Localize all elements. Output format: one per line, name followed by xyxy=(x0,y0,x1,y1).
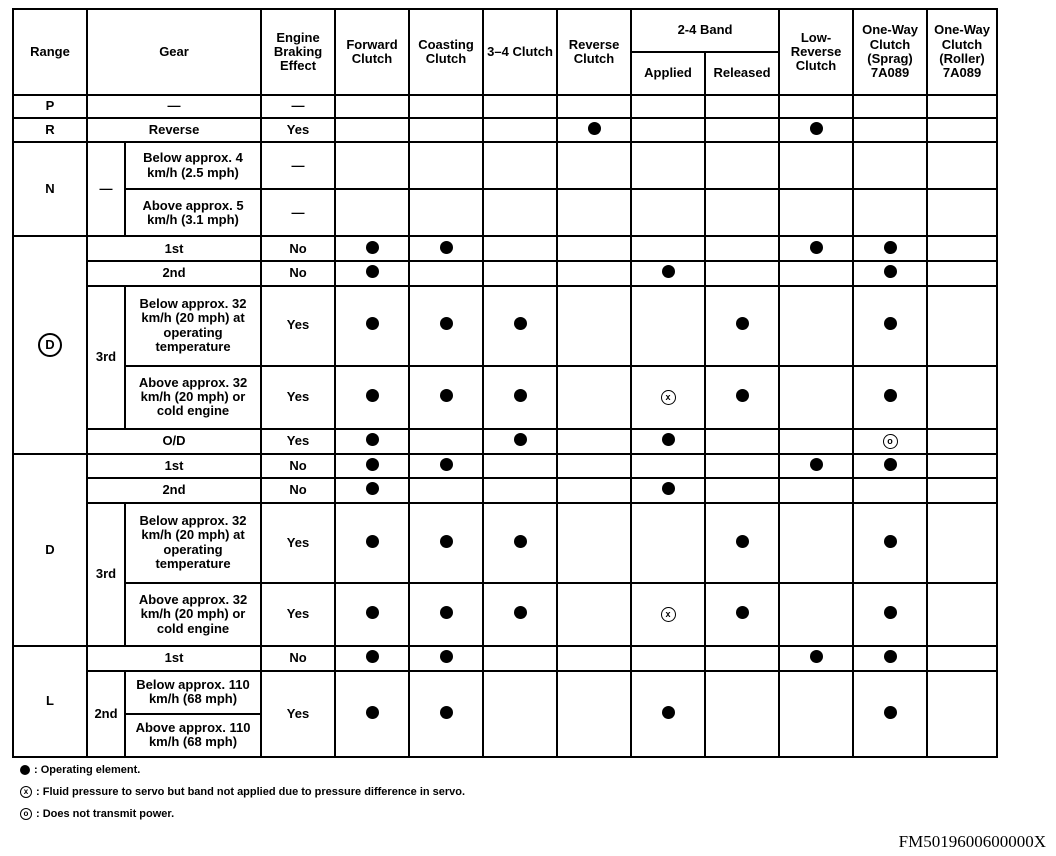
cell-forward-clutch xyxy=(335,118,409,143)
operating-dot-icon xyxy=(662,482,675,495)
circled-o-icon: o xyxy=(20,808,32,820)
operating-dot-icon xyxy=(884,650,897,663)
cell-sprag-clutch xyxy=(853,671,927,757)
cell-band-released xyxy=(705,646,779,671)
cell-3-4-clutch xyxy=(483,95,557,118)
cell-band-applied xyxy=(631,286,705,366)
operating-dot-icon xyxy=(588,122,601,135)
cell-forward-clutch xyxy=(335,646,409,671)
cell-forward-clutch xyxy=(335,236,409,261)
cell-roller-clutch xyxy=(927,429,997,454)
cell-coasting-clutch xyxy=(409,671,483,757)
header-2-4-band: 2-4 Band xyxy=(631,9,779,52)
range-n: N xyxy=(13,142,87,236)
cell-coasting-clutch xyxy=(409,366,483,430)
application-table xyxy=(12,8,998,758)
circled-o-icon: o xyxy=(883,434,898,449)
operating-dot-icon xyxy=(440,317,453,330)
range-l: L xyxy=(13,646,87,757)
cell-3-4-clutch xyxy=(483,478,557,503)
operating-dot-icon xyxy=(440,650,453,663)
operating-dot-icon xyxy=(366,389,379,402)
operating-dot-icon xyxy=(514,433,527,446)
cell-forward-clutch xyxy=(335,429,409,454)
cell-band-released xyxy=(705,366,779,430)
operating-dot-icon xyxy=(662,433,675,446)
gear-reverse: Reverse xyxy=(87,118,261,143)
gear-condition: Above approx. 5 km/h (3.1 mph) xyxy=(125,189,261,236)
operating-dot-icon xyxy=(440,606,453,619)
gear-condition: Below approx. 4 km/h (2.5 mph) xyxy=(125,142,261,189)
header-band-released: Released xyxy=(705,52,779,95)
cell-reverse-clutch xyxy=(557,646,631,671)
cell-low-reverse-clutch xyxy=(779,286,853,366)
header-band-applied: Applied xyxy=(631,52,705,95)
cell-sprag-clutch xyxy=(853,503,927,583)
cell-sprag-clutch xyxy=(853,286,927,366)
operating-dot-icon xyxy=(736,535,749,548)
engine-braking-cell: — xyxy=(261,95,335,118)
engine-braking-cell: No xyxy=(261,261,335,286)
cell-roller-clutch xyxy=(927,286,997,366)
operating-dot-icon xyxy=(366,482,379,495)
engine-braking-cell: Yes xyxy=(261,366,335,430)
cell-band-applied xyxy=(631,189,705,236)
operating-dot-icon xyxy=(514,535,527,548)
cell-roller-clutch xyxy=(927,671,997,757)
cell-3-4-clutch xyxy=(483,583,557,647)
cell-band-released xyxy=(705,454,779,479)
cell-3-4-clutch xyxy=(483,671,557,757)
cell-forward-clutch xyxy=(335,366,409,430)
cell-band-released xyxy=(705,189,779,236)
cell-coasting-clutch xyxy=(409,95,483,118)
cell-low-reverse-clutch xyxy=(779,503,853,583)
cell-forward-clutch xyxy=(335,478,409,503)
gear-condition: Above approx. 110 km/h (68 mph) xyxy=(125,714,261,757)
gear-od: O/D xyxy=(87,429,261,454)
legend-text: : Operating element. xyxy=(34,764,141,776)
cell-band-released xyxy=(705,429,779,454)
range-r: R xyxy=(13,118,87,143)
header-forward-clutch: Forward Clutch xyxy=(335,9,409,95)
gear-condition: Below approx. 32 km/h (20 mph) at operating temperature xyxy=(125,286,261,366)
engine-braking-cell: Yes xyxy=(261,286,335,366)
operating-dot-icon xyxy=(440,241,453,254)
cell-low-reverse-clutch xyxy=(779,454,853,479)
cell-coasting-clutch xyxy=(409,503,483,583)
cell-3-4-clutch xyxy=(483,454,557,479)
cell-reverse-clutch xyxy=(557,189,631,236)
operating-dot-icon xyxy=(366,265,379,278)
cell-roller-clutch xyxy=(927,189,997,236)
gear-1st: 1st xyxy=(87,454,261,479)
cell-reverse-clutch xyxy=(557,478,631,503)
cell-band-released xyxy=(705,142,779,189)
cell-sprag-clutch xyxy=(853,646,927,671)
cell-3-4-clutch xyxy=(483,142,557,189)
cell-sprag-clutch xyxy=(853,429,927,454)
legend-operating xyxy=(20,764,140,776)
cell-roller-clutch xyxy=(927,454,997,479)
header-reverse-clutch: Reverse Clutch xyxy=(557,9,631,95)
legend-no-power xyxy=(20,808,174,820)
operating-dot-icon xyxy=(810,241,823,254)
cell-band-released xyxy=(705,583,779,647)
cell-low-reverse-clutch xyxy=(779,478,853,503)
cell-3-4-clutch xyxy=(483,236,557,261)
cell-forward-clutch xyxy=(335,142,409,189)
operating-dot-icon xyxy=(736,317,749,330)
cell-band-released xyxy=(705,118,779,143)
cell-sprag-clutch xyxy=(853,478,927,503)
operating-dot-icon xyxy=(440,706,453,719)
operating-dot-icon xyxy=(810,650,823,663)
cell-band-released xyxy=(705,236,779,261)
gear-condition: Above approx. 32 km/h (20 mph) or cold engine xyxy=(125,583,261,647)
cell-reverse-clutch xyxy=(557,261,631,286)
operating-dot-icon xyxy=(884,535,897,548)
legend-text: : Does not transmit power. xyxy=(36,808,175,820)
cell-forward-clutch xyxy=(335,286,409,366)
cell-forward-clutch xyxy=(335,261,409,286)
gear-3rd: 3rd xyxy=(87,286,125,429)
operating-dot-icon xyxy=(810,458,823,471)
operating-dot-icon xyxy=(366,535,379,548)
operating-dot-icon xyxy=(884,706,897,719)
cell-band-released xyxy=(705,671,779,757)
cell-coasting-clutch xyxy=(409,189,483,236)
cell-band-released xyxy=(705,261,779,286)
cell-low-reverse-clutch xyxy=(779,118,853,143)
cell-3-4-clutch xyxy=(483,189,557,236)
cell-3-4-clutch xyxy=(483,646,557,671)
cell-reverse-clutch xyxy=(557,429,631,454)
cell-sprag-clutch xyxy=(853,236,927,261)
operating-dot-icon xyxy=(440,389,453,402)
operating-dot-icon xyxy=(366,433,379,446)
cell-coasting-clutch xyxy=(409,261,483,286)
cell-forward-clutch xyxy=(335,95,409,118)
cell-band-applied xyxy=(631,454,705,479)
operating-dot-icon xyxy=(662,265,675,278)
operating-dot-icon xyxy=(366,241,379,254)
cell-coasting-clutch xyxy=(409,429,483,454)
operating-dot-icon xyxy=(884,317,897,330)
cell-band-released xyxy=(705,503,779,583)
cell-3-4-clutch xyxy=(483,429,557,454)
cell-low-reverse-clutch xyxy=(779,95,853,118)
engine-braking-cell: — xyxy=(261,142,335,189)
operating-dot-icon xyxy=(366,458,379,471)
cell-coasting-clutch xyxy=(409,454,483,479)
cell-roller-clutch xyxy=(927,503,997,583)
cell-forward-clutch xyxy=(335,454,409,479)
operating-dot-icon xyxy=(366,706,379,719)
cell-band-applied xyxy=(631,646,705,671)
cell-sprag-clutch xyxy=(853,261,927,286)
gear-condition: Above approx. 32 km/h (20 mph) or cold engine xyxy=(125,366,261,430)
cell-coasting-clutch xyxy=(409,646,483,671)
operating-dot-icon xyxy=(440,535,453,548)
cell-sprag-clutch xyxy=(853,454,927,479)
cell-roller-clutch xyxy=(927,583,997,647)
cell-reverse-clutch xyxy=(557,95,631,118)
engine-braking-cell: Yes xyxy=(261,671,335,757)
cell-forward-clutch xyxy=(335,671,409,757)
cell-band-applied xyxy=(631,236,705,261)
engine-braking-cell: No xyxy=(261,236,335,261)
gear-2nd: 2nd xyxy=(87,261,261,286)
range-p: P xyxy=(13,95,87,118)
operating-dot-icon xyxy=(884,265,897,278)
cell-reverse-clutch xyxy=(557,454,631,479)
engine-braking-cell: Yes xyxy=(261,583,335,647)
header-low-reverse-clutch: Low-Reverse Clutch xyxy=(779,9,853,95)
range-d: D xyxy=(13,454,87,647)
header-roller-clutch: One-Way Clutch (Roller) 7A089 xyxy=(927,9,997,95)
circled-x-icon: x xyxy=(20,786,32,798)
engine-braking-cell: No xyxy=(261,454,335,479)
cell-band-applied xyxy=(631,118,705,143)
cell-roller-clutch xyxy=(927,478,997,503)
gear-dash: — xyxy=(87,142,125,236)
header-engine-braking: Engine Braking Effect xyxy=(261,9,335,95)
cell-band-applied xyxy=(631,429,705,454)
operating-dot-icon xyxy=(366,606,379,619)
cell-3-4-clutch xyxy=(483,118,557,143)
cell-roller-clutch xyxy=(927,95,997,118)
cell-low-reverse-clutch xyxy=(779,261,853,286)
cell-band-applied xyxy=(631,478,705,503)
od-circled-letter: D xyxy=(38,333,62,357)
cell-forward-clutch xyxy=(335,503,409,583)
operating-dot-icon xyxy=(514,606,527,619)
cell-roller-clutch xyxy=(927,261,997,286)
circled-x-icon: x xyxy=(661,390,676,405)
operating-dot-icon xyxy=(884,241,897,254)
cell-forward-clutch xyxy=(335,583,409,647)
header-coasting-clutch: Coasting Clutch xyxy=(409,9,483,95)
cell-low-reverse-clutch xyxy=(779,236,853,261)
cell-band-released xyxy=(705,478,779,503)
operating-dot-icon xyxy=(884,389,897,402)
cell-reverse-clutch xyxy=(557,671,631,757)
cell-roller-clutch xyxy=(927,118,997,143)
operating-dot-icon xyxy=(366,317,379,330)
header-range: Range xyxy=(13,9,87,95)
cell-band-applied xyxy=(631,261,705,286)
cell-reverse-clutch xyxy=(557,503,631,583)
cell-sprag-clutch xyxy=(853,189,927,236)
gear-2nd: 2nd xyxy=(87,671,125,757)
legend-band-not-applied xyxy=(20,786,465,798)
cell-low-reverse-clutch xyxy=(779,671,853,757)
header-sprag-clutch: One-Way Clutch (Sprag) 7A089 xyxy=(853,9,927,95)
gear-dash: — xyxy=(87,95,261,118)
cell-coasting-clutch xyxy=(409,236,483,261)
cell-roller-clutch xyxy=(927,646,997,671)
cell-3-4-clutch xyxy=(483,286,557,366)
cell-sprag-clutch xyxy=(853,118,927,143)
cell-band-applied xyxy=(631,671,705,757)
operating-dot-icon xyxy=(662,706,675,719)
cell-low-reverse-clutch xyxy=(779,366,853,430)
operating-dot-icon xyxy=(884,458,897,471)
gear-condition: Below approx. 110 km/h (68 mph) xyxy=(125,671,261,714)
operating-dot-icon xyxy=(366,650,379,663)
cell-band-applied xyxy=(631,503,705,583)
cell-roller-clutch xyxy=(927,236,997,261)
cell-reverse-clutch xyxy=(557,142,631,189)
engine-braking-cell: Yes xyxy=(261,429,335,454)
operating-dot-icon xyxy=(884,606,897,619)
cell-coasting-clutch xyxy=(409,286,483,366)
range-od xyxy=(13,236,87,453)
header-gear: Gear xyxy=(87,9,261,95)
cell-roller-clutch xyxy=(927,366,997,430)
cell-reverse-clutch xyxy=(557,583,631,647)
cell-band-applied xyxy=(631,95,705,118)
cell-band-applied xyxy=(631,583,705,647)
legend-text: : Fluid pressure to servo but band not applied due to pressure difference in servo. xyxy=(36,786,466,798)
cell-sprag-clutch xyxy=(853,583,927,647)
cell-coasting-clutch xyxy=(409,478,483,503)
operating-dot-icon xyxy=(736,606,749,619)
cell-roller-clutch xyxy=(927,142,997,189)
cell-coasting-clutch xyxy=(409,118,483,143)
cell-band-applied xyxy=(631,142,705,189)
gear-1st: 1st xyxy=(87,236,261,261)
circled-x-icon: x xyxy=(661,607,676,622)
operating-dot-icon xyxy=(20,765,30,775)
cell-reverse-clutch xyxy=(557,286,631,366)
cell-low-reverse-clutch xyxy=(779,142,853,189)
gear-3rd: 3rd xyxy=(87,503,125,646)
cell-low-reverse-clutch xyxy=(779,429,853,454)
gear-condition: Below approx. 32 km/h (20 mph) at operating temperature xyxy=(125,503,261,583)
cell-low-reverse-clutch xyxy=(779,583,853,647)
cell-3-4-clutch xyxy=(483,366,557,430)
cell-sprag-clutch xyxy=(853,95,927,118)
cell-low-reverse-clutch xyxy=(779,646,853,671)
cell-reverse-clutch xyxy=(557,366,631,430)
cell-low-reverse-clutch xyxy=(779,189,853,236)
figure-code: FM5019600600000X xyxy=(898,832,1046,851)
cell-reverse-clutch xyxy=(557,236,631,261)
cell-forward-clutch xyxy=(335,189,409,236)
engine-braking-cell: — xyxy=(261,189,335,236)
cell-3-4-clutch xyxy=(483,261,557,286)
cell-band-applied xyxy=(631,366,705,430)
engine-braking-cell: Yes xyxy=(261,118,335,143)
cell-coasting-clutch xyxy=(409,583,483,647)
header-3-4-clutch: 3–4 Clutch xyxy=(483,9,557,95)
engine-braking-cell: No xyxy=(261,478,335,503)
engine-braking-cell: No xyxy=(261,646,335,671)
cell-3-4-clutch xyxy=(483,503,557,583)
gear-2nd: 2nd xyxy=(87,478,261,503)
operating-dot-icon xyxy=(514,389,527,402)
cell-band-released xyxy=(705,286,779,366)
cell-coasting-clutch xyxy=(409,142,483,189)
engine-braking-cell: Yes xyxy=(261,503,335,583)
cell-sprag-clutch xyxy=(853,142,927,189)
cell-reverse-clutch xyxy=(557,118,631,143)
operating-dot-icon xyxy=(440,458,453,471)
operating-dot-icon xyxy=(514,317,527,330)
gear-1st: 1st xyxy=(87,646,261,671)
operating-dot-icon xyxy=(810,122,823,135)
cell-band-released xyxy=(705,95,779,118)
cell-sprag-clutch xyxy=(853,366,927,430)
operating-dot-icon xyxy=(736,389,749,402)
